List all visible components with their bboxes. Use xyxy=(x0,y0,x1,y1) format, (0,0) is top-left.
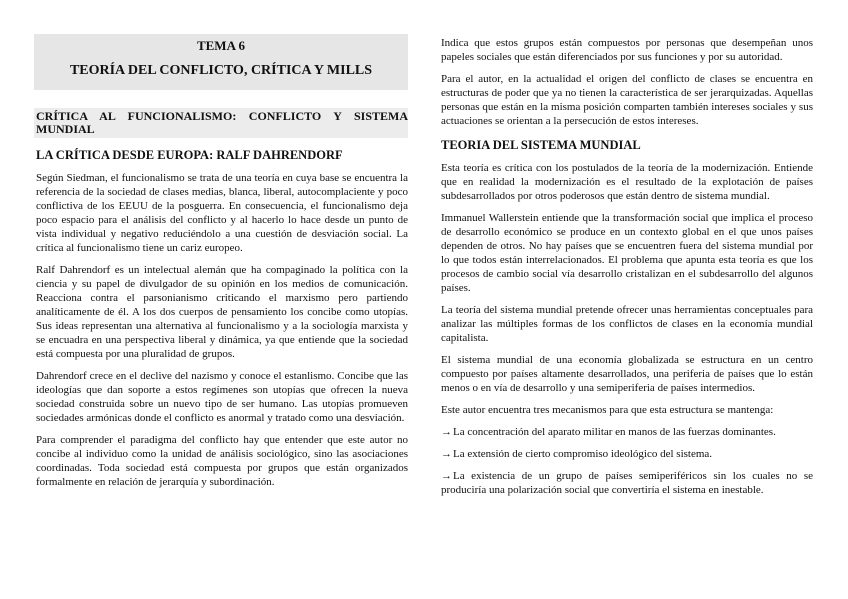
paragraph: Ralf Dahrendorf es un intelectual alemán que ha compaginado la política con la ciencia y su papel de divulgador de su opinión en los medios de comunicación. Reacciona contra el parsonianismo criticando el marxismo pero partiendo analíticamente de él. A los dos cuerpos de pensamiento los concibe como utopías. Sus ideas representan una alternativa al funcionalismo y a la sociología marxista y se encuadra en una perspectiva liberal y dinámica, ya que entiende que la sociedad está compuesta por una pluralidad de grupos. xyxy=(36,264,408,360)
arrow-icon: → xyxy=(441,470,452,482)
paragraph: Indica que estos grupos están compuestos por personas que desempeñan unos papeles sociales que están diferenciados por sus funciones y por su autoridad. xyxy=(441,37,813,63)
section-heading: CRÍTICA AL FUNCIONALISMO: CONFLICTO Y SISTEMA MUNDIAL xyxy=(36,109,408,136)
right-column xyxy=(441,36,813,505)
subheading: LA CRÍTICA DESDE EUROPA: RALF DAHRENDORF xyxy=(36,148,343,162)
mechanism-text: La extensión de cierto compromiso ideológico del sistema. xyxy=(453,448,713,460)
paragraph: Para el autor, en la actualidad el origen del conflicto de clases se encuentra en estructuras de poder que ya no tienen la característica de ser jerarquizadas. Aquellas personas que están en la misma posición comparten también intereses sociales y sus actuaciones se orientan a la persecución de estos intereses. xyxy=(441,73,813,127)
arrow-icon: → xyxy=(441,448,452,460)
arrow-icon: → xyxy=(441,426,452,438)
topic-number: TEMA 6 xyxy=(196,38,246,53)
paragraph: Para comprender el paradigma del conflicto hay que entender que este autor no concibe al individuo como la unidad de análisis sociológico, sino las asociaciones coordinadas. Toda sociedad está compuesta por grupos que están organizados formalmente en relación de jerarquía y subordinación. xyxy=(36,434,408,488)
mechanism-item xyxy=(441,469,813,497)
paragraph: Este autor encuentra tres mecanismos para que esta estructura se mantenga: xyxy=(441,404,774,416)
left-column xyxy=(34,34,408,497)
paragraph: Dahrendorf crece en el declive del nazismo y conoce el estanlismo. Concibe que las ideologías que dan soporte a estos regímenes son utopías que ofrecen la nueva sociedad construida sobre un nuevo tipo de ser humano. Las utopías promueven sociedades armónicas donde el conflicto es anormal y tratado como una desviación. xyxy=(36,370,408,424)
topic-title: TEORÍA DEL CONFLICTO, CRÍTICA Y MILLS xyxy=(69,63,373,78)
paragraph: Immanuel Wallerstein entiende que la transformación social que implica el proceso de desarrollo económico se produce en un contexto global en el que unos países dependen de otros. No hay países que se encuentren fuera del sistema mundial por lo que todos están interrelacionados. El problema que apunta esta teoría es que los procesos de cambio social vía desarrollo cristalizan en el subdesarrollo del algunos países. xyxy=(441,212,813,294)
mechanism-text: La existencia de un grupo de países semiperiféricos sin los cuales no se produciría una polarización social que convertiría el sistema en inestable. xyxy=(441,470,813,496)
paragraph: La teoría del sistema mundial pretende ofrecer unas herramientas conceptuales para analizar las múltiples formas de los conflictos de clases en la economía mundial capitalista. xyxy=(441,304,813,344)
paragraph: El sistema mundial de una economía globalizada se estructura en un centro compuesto por países altamente desarrollados, una periferia de países que lo están menos o en vía de desarrollo y una semiperiferia de países intermedios. xyxy=(441,354,813,394)
title-banner xyxy=(34,34,408,90)
paragraph: Esta teoría es crítica con los postulados de la teoría de la modernización. Entiende que en realidad la modernización es el resultado de la explotación de países subdesarrollados por otros poderosos que están dentro de sistema mundial. xyxy=(441,162,813,202)
mechanism-item xyxy=(441,447,813,461)
section-heading-world-system: TEORIA DEL SISTEMA MUNDIAL xyxy=(441,138,641,152)
mechanism-text: La concentración del aparato militar en manos de las fuerzas dominantes. xyxy=(453,426,776,438)
mechanism-item xyxy=(441,425,813,439)
paragraph: Según Siedman, el funcionalismo se trata de una teoría en cuya base se encuentra la referencia de la sociedad de clases medias, blanca, liberal, autocomplaciente y poco conflictiva de los EEUU de la posguerra. En consecuencia, el funcionalismo deja poco espacio para el análisis del conflicto y al hacerlo lo hace desde un punto de vista individual y negativo reduciéndolo a una cuestión de desviación social. La crítica al funcionalismo tiene un cariz europeo. xyxy=(36,172,408,254)
